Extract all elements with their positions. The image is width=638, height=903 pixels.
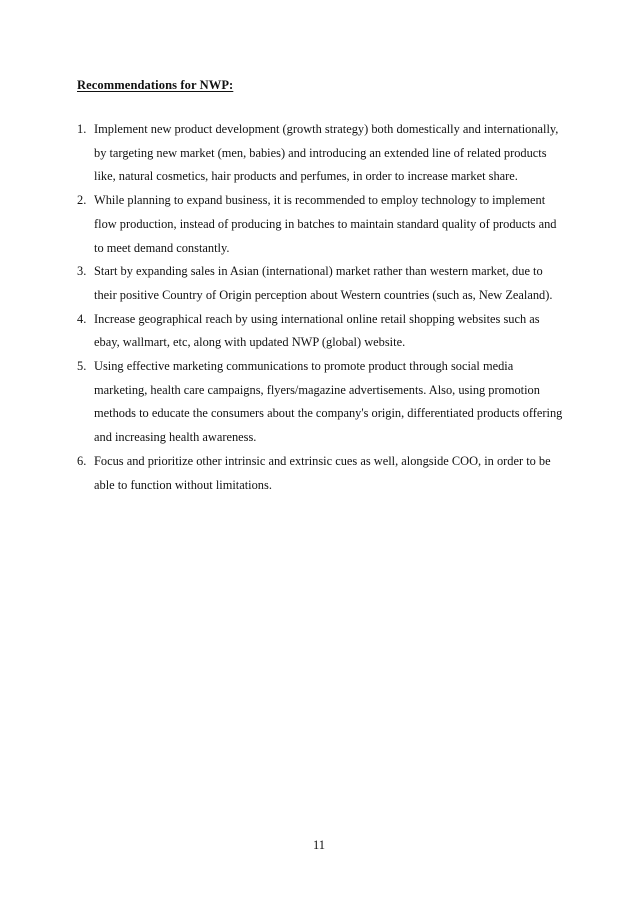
list-item-text: Start by expanding sales in Asian (international) market rather than western market, due to their positive Country of Origin perception about Western countries (such as, New Zealand). — [94, 264, 553, 302]
recommendations-list — [77, 118, 567, 497]
list-item-text: Focus and prioritize other intrinsic and extrinsic cues as well, alongside COO, in order to be able to function without limitations. — [94, 453, 551, 492]
list-item — [77, 260, 567, 307]
list-item-text: Using effective marketing communications to promote product through social media marketing, health care campaigns, flyers/magazine advertisements. Also, using promotion methods to educate the consumers about the company's origin, differentiated products offering and increasing health awareness. — [94, 359, 563, 445]
list-item-number: 6. — [77, 453, 87, 468]
list-item-number: 5. — [77, 359, 87, 374]
list-item — [77, 450, 567, 497]
list-item — [77, 308, 567, 355]
list-item-number: 3. — [77, 264, 87, 279]
list-item-text: Implement new product development (growth strategy) both domestically and internationally, by targeting new market (men, babies) and introducing an extended line of related products like, natural cosmetics, hair products and perfumes, in order to increase market share. — [94, 122, 559, 184]
list-item-number: 2. — [77, 193, 87, 208]
section-heading: Recommendations for NWP: — [77, 78, 234, 92]
list-item-text: While planning to expand business, it is recommended to employ technology to implement flow production, instead of producing in batches to maintain standard quality of products and to meet demand constantly. — [94, 193, 557, 255]
list-item-text: Increase geographical reach by using international online retail shopping websites such as ebay, wallmart, etc, along with updated NWP (global) website. — [94, 311, 540, 350]
list-item-number: 4. — [77, 311, 87, 326]
list-item-number: 1. — [77, 122, 87, 136]
list-item — [77, 355, 567, 450]
page-number: 11 — [312, 838, 326, 852]
list-item — [77, 118, 567, 189]
list-item — [77, 189, 567, 260]
